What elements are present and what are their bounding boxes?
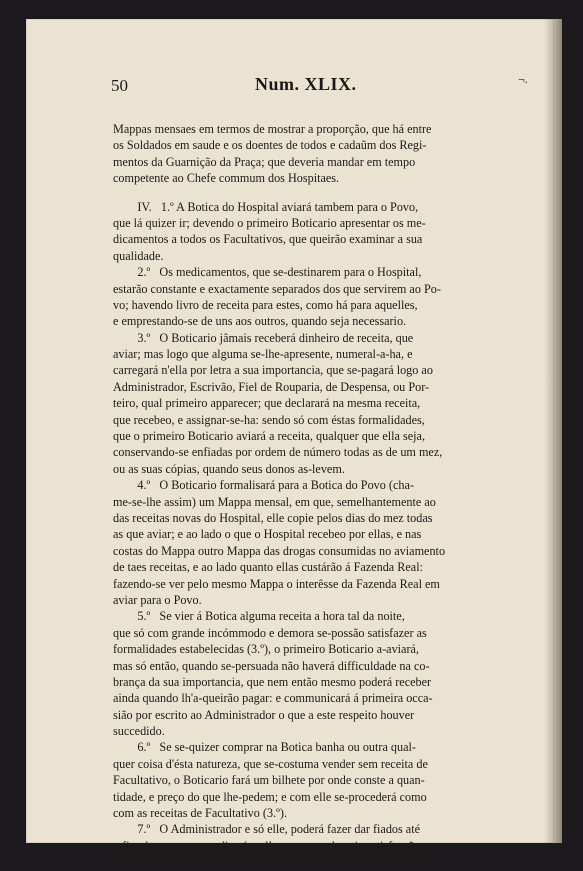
running-head: Num. XLIX. — [255, 74, 357, 94]
text-line: 7.º O Administrador e só elle, poderá fazer dar fiados até — [113, 822, 421, 837]
text-line: vo; havendo livro de receita para estes, como há para aquelles, — [113, 297, 418, 312]
text-line: 4.º O Boticario formalisará para a Botica do Povo (cha- — [113, 478, 414, 493]
text-line: de taes receitas, e ao lado quanto ellas custárão á Fazenda Real: — [113, 560, 423, 575]
text-line: 6.º Se se-quizer comprar na Botica banha ou outra qual- — [113, 740, 416, 755]
text-line: me-se-lhe assim) um Mappa mensal, em que, semelhantemente ao — [113, 494, 436, 509]
text-line: que só com grande incómmodo e demora se-possão satisfazer as — [113, 625, 427, 640]
page-edge — [554, 19, 562, 843]
text-line: succedido. — [113, 724, 165, 739]
text-line: estarão constante e exactamente separados dos que servirem ao Po- — [113, 281, 441, 296]
text-line: quer coisa d'ésta natureza, que se-costuma vender sem receita de — [113, 756, 428, 771]
text-line: 2.º Os medicamentos, que se-destinarem para o Hospital, — [113, 265, 422, 280]
text-line: teiro, qual primeiro apparecer; que declarará na mesma receita, — [113, 396, 421, 411]
text-line: que lá quizer ir; devendo o primeiro Boticario apresentar os me- — [113, 215, 426, 230]
text-line: fazendo-se ver pelo mesmo Mappa o interêsse da Fazenda Real em — [113, 576, 440, 591]
text-line: 3.º O Boticario jâmais receberá dinheiro de receita, que — [113, 330, 414, 345]
text-line: ainda quando lh'a-queirão pagar: e communicará á primeira occa- — [113, 691, 433, 706]
text-line: mentos da Guarnição da Praça; que deveria mandar em tempo — [113, 154, 416, 169]
text-line: os Soldados em saude e os doentes de todos e cadaũm dos Regi- — [113, 138, 427, 153]
page-number: 50 — [111, 76, 128, 95]
text-line: aviar; mas logo que alguma se-lhe-apresente, numeral-a-ha, e — [113, 347, 413, 362]
text-line: conservando-se enfiadas por ordem de número todas as de um mez, — [113, 445, 443, 460]
text-line: sião por escrito ao Administrador o que a este respeito houver — [113, 707, 415, 722]
body-text — [113, 121, 525, 871]
text-line: Administrador, Escrivão, Fiel de Rouparia, de Despensa, ou Por- — [113, 379, 430, 394]
text-line: que o primeiro Boticario aviará a receita, qualquer que ella seja, — [113, 429, 425, 444]
text-line: costas do Mappa outro Mappa das drogas consumidas no aviamento — [113, 543, 446, 558]
text-line — [113, 187, 525, 199]
text-line: 5.º Se vier á Botica alguma receita a hora tal da noite, — [113, 609, 405, 624]
text-line: e emprestando-se de uns aos outros, quando seja necessario. — [113, 314, 407, 329]
text-line: dicamentos a todos os Facultativos, que queirão examinar a sua — [113, 232, 423, 247]
text-line: carregará n'ella por letra a sua importancia, que se-pagará logo ao — [113, 363, 433, 378]
text-line: Mappas mensaes em termos de mostrar a proporção, que há entre — [113, 122, 432, 136]
text-line: mas só então, quando se-persuada não haverá difficuldade na co- — [113, 658, 430, 673]
text-line: ou as suas cópias, quando seus donos as-levem. — [113, 461, 345, 476]
text-line: nhuma dúvida possa haver a final, porém nem elle mesmo deixa- — [113, 855, 431, 870]
margin-mark: ¬. — [518, 72, 528, 86]
text-line: formalidades estabelecidas (3.º), o primeiro Boticario a-aviará, — [113, 642, 419, 657]
text-line: aviar para o Povo. — [113, 592, 202, 607]
text-line: Facultativo, o Boticario fará um bilhete por onde conste a quan- — [113, 773, 425, 788]
text-line: competente ao Chefe commum dos Hospitaes. — [113, 171, 340, 186]
text-line: das receitas novas do Hospital, elle copie pelos dias do mez todas — [113, 510, 433, 525]
text-line: IV. 1.º A Botica do Hospital aviará tambem para o Povo, — [113, 199, 419, 214]
text-line: as que aviar; e ao lado o que o Hospital recebeo por ellas, e nas — [113, 527, 422, 542]
text-line: com as receitas de Facultativo (3.º). — [113, 806, 287, 821]
text-line: o fim do mez os remedios áquellas pessoas, de cuja satisfacção ne- — [113, 838, 439, 853]
text-line: tidade, e preço do que lhe-pedem; e com elle se-procederá como — [113, 789, 427, 804]
text-line: qualidade. — [113, 248, 164, 263]
text-line: brança da sua importancia, que nem então mesmo poderá receber — [113, 674, 432, 689]
text-line: que recebeo, e assignar-se-ha: sendo só com éstas formalidades, — [113, 412, 425, 427]
